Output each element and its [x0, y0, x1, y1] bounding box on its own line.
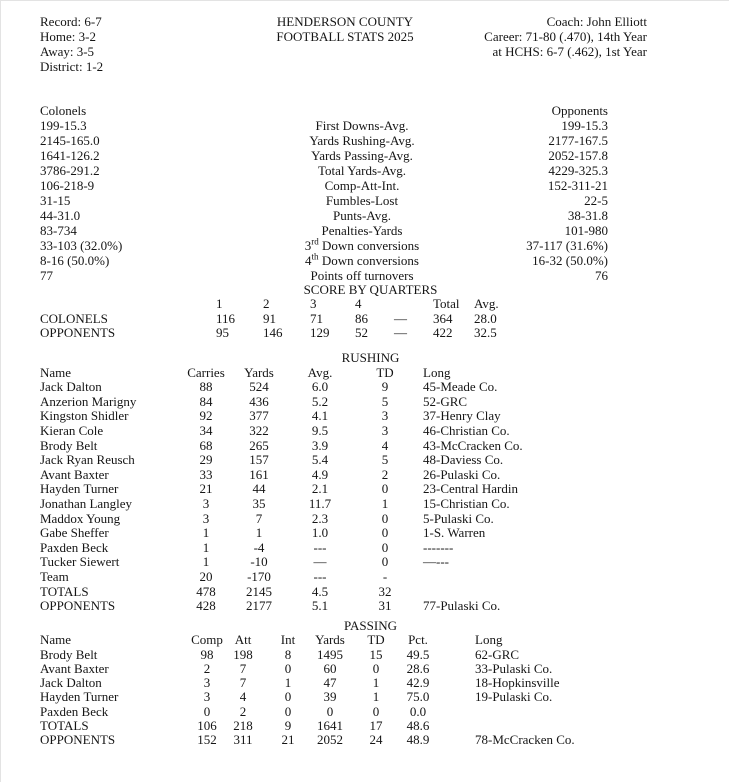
- rushing-yards-cell: 436: [249, 393, 269, 409]
- passing-name-cell: Brody Belt: [40, 646, 98, 662]
- rushing-name-cell: OPPONENTS: [40, 598, 116, 614]
- rushing-carries-cell: 29: [199, 452, 213, 468]
- rushing-title: RUSHING: [341, 350, 400, 365]
- district-record-line: District: 1-2: [40, 59, 104, 74]
- coach-name-line: Coach: John Elliott: [546, 14, 647, 29]
- passing-td-cell: 1: [372, 675, 380, 691]
- rushing-yards-cell: 524: [249, 379, 269, 395]
- passing-int-cell: 0: [284, 703, 292, 719]
- passing-name-cell: Paxden Beck: [40, 703, 109, 719]
- rushing-name-cell: Anzerion Marigny: [40, 393, 137, 409]
- rushing-row: [1, 584, 729, 599]
- score-q2-cell: 91: [263, 310, 276, 326]
- passing-pct-cell: 28.6: [406, 660, 430, 676]
- rushing-yards-cell: 7: [255, 510, 263, 526]
- passing-row: [1, 675, 729, 689]
- team-stats-row: [1, 193, 729, 208]
- rushing-row: [1, 394, 729, 409]
- rushing-row: [1, 511, 729, 526]
- passing-row: [1, 647, 729, 661]
- rushing-carries-cell: 34: [199, 422, 213, 438]
- team-stats-row: [1, 223, 729, 238]
- passing-name-cell: Jack Dalton: [40, 675, 102, 691]
- rushing-carries-cell: 3: [202, 495, 210, 511]
- rushing-name-cell: Tucker Siewert: [40, 554, 120, 570]
- rushing-name-cell: TOTALS: [40, 583, 89, 599]
- rushing-yards-cell: 1: [255, 525, 263, 541]
- score-ot-cell: —: [394, 325, 407, 341]
- passing-int-cell: 8: [284, 646, 292, 662]
- rushing-long-cell: 43-McCracken Co.: [423, 437, 523, 453]
- team-stats-row: [1, 178, 729, 193]
- rushing-carries-cell: 1: [202, 525, 210, 541]
- passing-att-cell: 7: [239, 675, 247, 691]
- passing-name-header: Name: [40, 632, 72, 648]
- opponents-value: 2177-167.5: [548, 133, 608, 148]
- quarter-4-header: 4: [355, 296, 362, 312]
- score-q1-cell: 116: [216, 310, 236, 326]
- rushing-carries-cell: 33: [199, 466, 213, 482]
- rushing-row: [1, 540, 729, 555]
- rushing-td-cell: 31: [378, 598, 392, 614]
- rushing-header-row: [1, 365, 729, 380]
- document-header: [1, 14, 729, 78]
- passing-yards-header: Yards: [315, 632, 345, 648]
- stat-label-text: Fumbles-Lost: [325, 193, 399, 208]
- rushing-carries-cell: 84: [199, 393, 213, 409]
- passing-td-cell: 24: [369, 732, 383, 748]
- rushing-name-cell: Paxden Beck: [40, 539, 109, 555]
- passing-td-cell: 17: [369, 718, 383, 734]
- rushing-carries-cell: 21: [199, 481, 213, 497]
- rushing-avg-cell: 1.0: [311, 525, 329, 541]
- score-header-row: [1, 296, 729, 310]
- rushing-avg-cell: 9.5: [311, 422, 329, 438]
- passing-row: [1, 718, 729, 732]
- score-row: [1, 311, 729, 325]
- away-record-line: Away: 3-5: [40, 44, 95, 59]
- colonels-value: 31-15: [40, 193, 71, 208]
- passing-long-cell: 18-Hopkinsville: [475, 675, 560, 691]
- rushing-name-cell: Maddox Young: [40, 510, 121, 526]
- passing-yards-cell: 1641: [317, 718, 343, 734]
- rushing-carries-cell: 478: [196, 583, 216, 599]
- rushing-name-cell: Jack Dalton: [40, 379, 102, 395]
- rushing-name-header: Name: [40, 364, 72, 380]
- rushing-name-cell: Hayden Turner: [40, 481, 119, 497]
- rushing-avg-cell: 4.5: [311, 583, 329, 599]
- passing-comp-header: Comp: [191, 632, 223, 648]
- rushing-yards-cell: 44: [252, 481, 266, 497]
- rushing-yards-cell: -4: [253, 539, 265, 555]
- passing-long-cell: 19-Pulaski Co.: [475, 689, 553, 705]
- score-team-name: COLONELS: [40, 310, 108, 326]
- passing-long-cell: 78-McCracken Co.: [475, 732, 575, 748]
- team-stats-row: [1, 163, 729, 178]
- rushing-row: [1, 525, 729, 540]
- rushing-td-cell: 2: [381, 466, 389, 482]
- score-q3-cell: 71: [310, 310, 323, 326]
- team-stats-row: [1, 268, 729, 283]
- score-by-quarters-title: SCORE BY QUARTERS: [303, 282, 438, 297]
- rushing-yards-cell: 377: [249, 408, 269, 424]
- rushing-avg-cell: 2.1: [311, 481, 329, 497]
- rushing-name-cell: Gabe Sheffer: [40, 525, 109, 541]
- score-team-name: OPPONENTS: [40, 325, 116, 341]
- passing-int-cell: 9: [284, 718, 292, 734]
- stat-label-superscript: rd: [311, 236, 319, 247]
- rushing-long-cell: —---: [423, 554, 449, 570]
- passing-name-cell: OPPONENTS: [40, 732, 116, 748]
- rushing-long-cell: 77-Pulaski Co.: [423, 598, 501, 614]
- colonels-value: 33-103 (32.0%): [40, 238, 123, 253]
- passing-rows: [1, 647, 729, 747]
- opponents-value: 2052-157.8: [548, 148, 608, 163]
- rushing-carries-cell: 88: [199, 379, 213, 395]
- score-rows: [1, 311, 729, 340]
- opponents-value: 22-5: [584, 193, 608, 208]
- team-stats-row: [1, 253, 729, 268]
- opponents-value: 101-980: [564, 223, 608, 238]
- stat-label-text: Penalties-Yards: [321, 223, 403, 238]
- rushing-name-cell: Kieran Cole: [40, 422, 104, 438]
- passing-pct-cell: 49.5: [406, 646, 430, 662]
- passing-att-cell: 4: [239, 689, 247, 705]
- score-q4-cell: 86: [355, 310, 368, 326]
- rushing-row: [1, 598, 729, 613]
- passing-comp-cell: 98: [200, 646, 214, 662]
- colonels-value: 106-218-9: [40, 178, 95, 193]
- rushing-avg-cell: ---: [313, 568, 327, 584]
- rushing-long-cell: 26-Pulaski Co.: [423, 466, 501, 482]
- average-header: Avg.: [474, 296, 499, 312]
- rushing-td-cell: 0: [381, 525, 389, 541]
- rushing-avg-cell: —: [313, 554, 327, 570]
- rushing-long-cell: 46-Christian Co.: [423, 422, 510, 438]
- passing-row: [1, 704, 729, 718]
- rushing-name-cell: Kingston Shidler: [40, 408, 129, 424]
- rushing-td-cell: 5: [381, 452, 389, 468]
- passing-td-cell: 0: [372, 660, 380, 676]
- rushing-row: [1, 554, 729, 569]
- team-stats-rows: [1, 118, 729, 283]
- rushing-td-cell: 0: [381, 510, 389, 526]
- passing-pct-header: Pct.: [408, 632, 428, 648]
- rushing-yards-cell: -10: [250, 554, 268, 570]
- total-header: Total: [433, 296, 460, 312]
- passing-row: [1, 661, 729, 675]
- rushing-avg-cell: 6.0: [311, 379, 329, 395]
- score-avg-cell: 28.0: [474, 310, 497, 326]
- stat-label-text: Comp-Att-Int.: [324, 178, 400, 193]
- rushing-row: [1, 423, 729, 438]
- page-title-line-2: FOOTBALL STATS 2025: [276, 29, 414, 44]
- passing-section: [1, 618, 729, 747]
- passing-int-cell: 0: [284, 660, 292, 676]
- rushing-yards-cell: -170: [247, 568, 271, 584]
- rushing-long-cell: 1-S. Warren: [423, 525, 486, 541]
- colonels-value: 77: [40, 268, 53, 283]
- rushing-long-cell: 37-Henry Clay: [423, 408, 501, 424]
- record-line: Record: 6-7: [40, 14, 102, 29]
- stat-label-rest: Down conversions: [318, 253, 419, 268]
- rushing-avg-cell: 5.4: [311, 452, 329, 468]
- passing-td-header: TD: [367, 632, 385, 648]
- opponents-value: 38-31.8: [567, 208, 608, 223]
- passing-comp-cell: 3: [203, 675, 211, 691]
- rushing-row: [1, 481, 729, 496]
- team-stats-row: [1, 238, 729, 253]
- rushing-avg-cell: 11.7: [308, 495, 332, 511]
- stat-label-superscript: th: [311, 251, 319, 262]
- rushing-td-cell: 0: [381, 554, 389, 570]
- rushing-name-cell: Brody Belt: [40, 437, 98, 453]
- rushing-long-cell: 23-Central Hardin: [423, 481, 518, 497]
- rushing-carries-cell: 68: [199, 437, 213, 453]
- stat-label-text: First Downs-Avg.: [315, 118, 409, 133]
- colonels-column-header: Colonels: [40, 103, 87, 118]
- stat-label-text: 4: [305, 253, 312, 268]
- rushing-name-cell: Team: [40, 568, 69, 584]
- passing-int-cell: 0: [284, 689, 292, 705]
- passing-long-cell: 62-GRC: [475, 646, 520, 662]
- passing-comp-cell: 3: [203, 689, 211, 705]
- rushing-name-cell: Jonathan Langley: [40, 495, 133, 511]
- passing-comp-cell: 106: [197, 718, 217, 734]
- home-record-line: Home: 3-2: [40, 29, 96, 44]
- rushing-carries-header: Carries: [187, 364, 225, 380]
- quarter-3-header: 3: [310, 296, 317, 312]
- opponents-column-header: Opponents: [551, 103, 608, 118]
- rushing-td-cell: 3: [381, 422, 389, 438]
- rushing-avg-cell: 5.1: [311, 598, 329, 614]
- rushing-td-header: TD: [376, 364, 394, 380]
- passing-long-header: Long: [475, 632, 503, 648]
- passing-yards-cell: 1495: [317, 646, 343, 662]
- rushing-td-cell: 4: [381, 437, 389, 453]
- passing-att-cell: 218: [233, 718, 253, 734]
- quarter-1-header: 1: [216, 296, 223, 312]
- passing-att-cell: 198: [233, 646, 253, 662]
- colonels-value: 83-734: [40, 223, 77, 238]
- rushing-carries-cell: 1: [202, 539, 210, 555]
- passing-td-cell: 1: [372, 689, 380, 705]
- passing-att-header: Att: [234, 632, 252, 648]
- passing-int-header: Int: [280, 632, 296, 648]
- rushing-td-cell: 0: [381, 539, 389, 555]
- passing-yards-cell: 47: [323, 675, 337, 691]
- opponents-value: 4229-325.3: [548, 163, 608, 178]
- rushing-yards-header: Yards: [244, 364, 274, 380]
- passing-td-cell: 15: [369, 646, 383, 662]
- rushing-avg-cell: ---: [313, 539, 327, 555]
- rushing-row: [1, 438, 729, 453]
- rushing-yards-cell: 265: [249, 437, 269, 453]
- colonels-value: 2145-165.0: [40, 133, 100, 148]
- rushing-long-header: Long: [423, 364, 451, 380]
- score-q1-cell: 95: [216, 325, 229, 341]
- score-q3-cell: 129: [310, 325, 330, 341]
- rushing-section: [1, 350, 729, 613]
- rushing-long-cell: 5-Pulaski Co.: [423, 510, 494, 526]
- coach-hchs-line: at HCHS: 6-7 (.462), 1st Year: [492, 44, 647, 59]
- team-stats-header-row: [1, 103, 729, 118]
- passing-att-cell: 311: [233, 732, 253, 748]
- passing-title: PASSING: [344, 618, 397, 633]
- rushing-rows: [1, 379, 729, 613]
- opponents-value: 76: [595, 268, 608, 283]
- coach-career-line: Career: 71-80 (.470), 14th Year: [484, 29, 647, 44]
- stat-label-text: Points off turnovers: [310, 268, 414, 283]
- opponents-value: 37-117 (31.6%): [526, 238, 608, 253]
- passing-yards-cell: 0: [326, 703, 334, 719]
- rushing-name-cell: Jack Ryan Reusch: [40, 452, 135, 468]
- rushing-row: [1, 569, 729, 584]
- page-title-line-1: HENDERSON COUNTY: [276, 14, 414, 29]
- opponents-value: 16-32 (50.0%): [532, 253, 608, 268]
- rushing-long-cell: -------: [423, 539, 454, 555]
- rushing-td-cell: 5: [381, 393, 389, 409]
- passing-yards-cell: 60: [323, 660, 337, 676]
- rushing-long-cell: 15-Christian Co.: [423, 495, 510, 511]
- rushing-td-cell: 9: [381, 379, 389, 395]
- passing-int-cell: 1: [284, 675, 292, 691]
- rushing-long-cell: 45-Meade Co.: [423, 379, 498, 395]
- coach-block: [1, 14, 647, 59]
- team-stats-section: [1, 103, 729, 283]
- rushing-td-cell: 3: [381, 408, 389, 424]
- passing-pct-cell: 48.6: [406, 718, 430, 734]
- colonels-value: 199-15.3: [40, 118, 87, 133]
- colonels-value: 1641-126.2: [40, 148, 100, 163]
- score-by-quarters-section: [1, 282, 729, 340]
- rushing-yards-cell: 322: [249, 422, 269, 438]
- passing-pct-cell: 0.0: [409, 703, 427, 719]
- passing-att-cell: 2: [239, 703, 247, 719]
- rushing-avg-cell: 3.9: [311, 437, 329, 453]
- passing-comp-cell: 152: [197, 732, 217, 748]
- rushing-yards-cell: 35: [252, 495, 266, 511]
- rushing-carries-cell: 92: [199, 408, 213, 424]
- passing-att-cell: 7: [239, 660, 247, 676]
- passing-pct-cell: 75.0: [406, 689, 430, 705]
- rushing-long-cell: 48-Daviess Co.: [423, 452, 504, 468]
- score-q4-cell: 52: [355, 325, 368, 341]
- stat-label-text: Yards Rushing-Avg.: [309, 133, 415, 148]
- passing-comp-cell: 2: [203, 660, 211, 676]
- rushing-yards-cell: 157: [249, 452, 269, 468]
- score-avg-cell: 32.5: [474, 325, 497, 341]
- opponents-value: 199-15.3: [561, 118, 608, 133]
- rushing-td-cell: 32: [378, 583, 392, 599]
- stat-label-text: 3: [304, 238, 312, 253]
- opponents-value: 152-311-21: [547, 178, 608, 193]
- passing-name-cell: TOTALS: [40, 718, 89, 734]
- team-stats-row: [1, 133, 729, 148]
- rushing-td-cell: 0: [381, 481, 389, 497]
- quarter-2-header: 2: [263, 296, 270, 312]
- rushing-row: [1, 408, 729, 423]
- passing-comp-cell: 0: [203, 703, 211, 719]
- stat-label-text: Yards Passing-Avg.: [311, 148, 413, 163]
- passing-name-cell: Avant Baxter: [40, 660, 109, 676]
- team-stats-row: [1, 208, 729, 223]
- rushing-avg-cell: 4.1: [311, 408, 329, 424]
- rushing-long-cell: 52-GRC: [423, 393, 468, 409]
- score-q2-cell: 146: [263, 325, 283, 341]
- colonels-value: 3786-291.2: [40, 163, 100, 178]
- rushing-row: [1, 467, 729, 482]
- stat-label-text: Total Yards-Avg.: [317, 163, 407, 178]
- rushing-td-cell: 1: [381, 495, 389, 511]
- colonels-value: 44-31.0: [40, 208, 81, 223]
- rushing-carries-cell: 3: [202, 510, 210, 526]
- passing-pct-cell: 48.9: [406, 732, 430, 748]
- rushing-avg-cell: 2.3: [311, 510, 329, 526]
- team-stats-row: [1, 118, 729, 133]
- score-ot-cell: —: [394, 310, 407, 326]
- passing-row: [1, 732, 729, 746]
- stat-label-text: Punts-Avg.: [333, 208, 391, 223]
- rushing-yards-cell: 2177: [246, 598, 272, 614]
- rushing-yards-cell: 161: [249, 466, 269, 482]
- rushing-carries-cell: 428: [196, 598, 216, 614]
- score-row: [1, 325, 729, 339]
- passing-row: [1, 689, 729, 703]
- rushing-name-cell: Avant Baxter: [40, 466, 109, 482]
- rushing-carries-cell: 1: [202, 554, 210, 570]
- passing-header-row: [1, 632, 729, 646]
- rushing-row: [1, 379, 729, 394]
- rushing-avg-header: Avg.: [307, 364, 333, 380]
- score-total-cell: 422: [433, 325, 453, 341]
- passing-name-cell: Hayden Turner: [40, 689, 119, 705]
- rushing-carries-cell: 20: [199, 568, 213, 584]
- rushing-row: [1, 452, 729, 467]
- rushing-avg-cell: 5.2: [311, 393, 329, 409]
- rushing-avg-cell: 4.9: [311, 466, 329, 482]
- score-total-cell: 364: [433, 310, 453, 326]
- rushing-yards-cell: 2145: [246, 583, 272, 599]
- stat-label-rest: Down conversions: [318, 238, 420, 253]
- rushing-row: [1, 496, 729, 511]
- passing-yards-cell: 2052: [317, 732, 343, 748]
- passing-td-cell: 0: [372, 703, 380, 719]
- team-stats-row: [1, 148, 729, 163]
- passing-yards-cell: 39: [323, 689, 337, 705]
- rushing-td-cell: -: [382, 568, 388, 584]
- passing-int-cell: 21: [281, 732, 295, 748]
- passing-long-cell: 33-Pulaski Co.: [475, 660, 553, 676]
- passing-pct-cell: 42.9: [406, 675, 430, 691]
- colonels-value: 8-16 (50.0%): [40, 253, 110, 268]
